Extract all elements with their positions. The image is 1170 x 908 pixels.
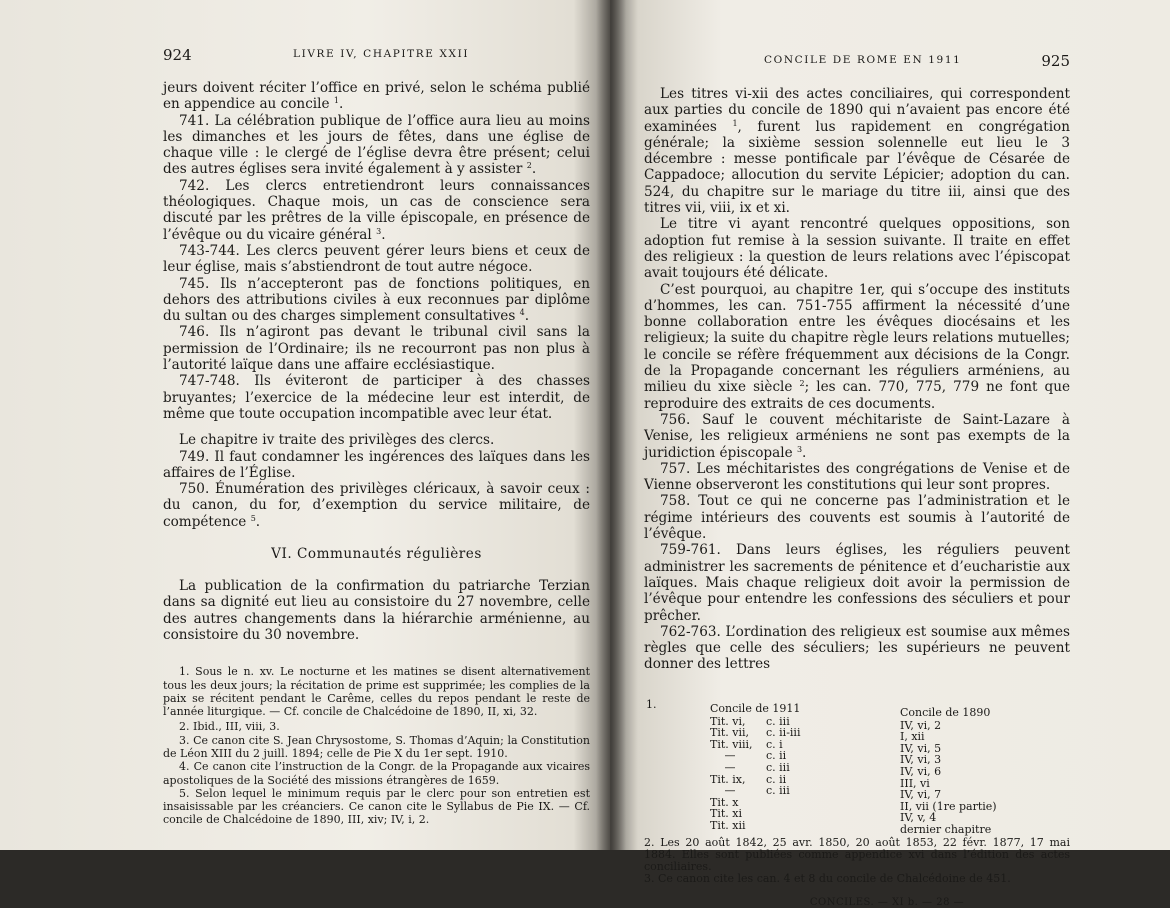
table-column-1911 — [710, 703, 800, 832]
footnote: 2. Ibid., III, viii, 3. — [179, 720, 280, 734]
table-cell: II, vii (1re partie) — [900, 799, 997, 813]
table-row: — c. ii — [724, 749, 787, 763]
paragraph: jeurs doivent réciter l’office en privé, selon le schéma publié en appendice au concile $^1$. — [163, 80, 590, 113]
paragraph: Les titres vi-xii des actes conciliaires, qui correspondent aux parties du concile de 1890 qui n’avaient pas encore été examinées $^1$, furent lus rapidement en congrégation générale; la sixième session solennelle eut lieu le 3 décembre : messe pontificale par l’évêque de Césarée de Cappadoce; allocution du servite Lépicier; adoption du can. 524, du chapitre sur le mariage du titre iii, ainsi que des titres vii, viii, ix et xi. — [644, 86, 1070, 217]
table-row: — c. iii — [724, 761, 790, 775]
footnote: 2. Les 20 août 1842, 25 avr. 1850, 20 août 1853, 22 févr. 1877, 17 mai 1884. Elles sont publiées comme appendice xvi dans l’édition des actes conciliaires. — [644, 835, 1070, 873]
concordance-table — [644, 699, 1070, 837]
paragraph: 746. Ils n’agiront pas devant le tribunal civil sans la permission de l’Ordinaire; ils ne recourront pas non plus à l’autorité laïque dans une affaire ecclésiastique. — [163, 324, 590, 374]
left-page — [0, 0, 610, 850]
page-number: 924 — [163, 46, 192, 64]
page-number: 925 — [1041, 52, 1070, 70]
table-row: Tit. viii, c. i — [710, 737, 783, 751]
left-running-head — [163, 46, 590, 70]
table-cell: dernier chapitre — [900, 823, 992, 837]
table-cell: IV, vi, 3 — [900, 753, 942, 767]
paragraph: 743-744. Les clercs peuvent gérer leurs biens et ceux de leur église, mais s’abstiendront de tout autre négoce. — [163, 242, 590, 276]
paragraph: Le chapitre iv traite des privilèges des clercs. — [179, 432, 495, 449]
paragraph: 747-748. Ils éviteront de participer à des chasses bruyantes; l’exercice de la médecine leur est interdit, de même que toute occupation incompatible avec leur état. — [163, 373, 590, 422]
paragraph: 745. Ils n’accepteront pas de fonctions politiques, en dehors des attributions civiles à eux reconnues par diplôme du sultan ou des charges simplement consultatives $^4$. — [163, 275, 590, 325]
table-cell: I, xii — [900, 730, 925, 744]
table-row: — c. iii — [724, 784, 790, 798]
paragraph: La publication de la confirmation du patriarche Terzian dans sa dignité eut lieu au consistoire du 27 novembre, celle des autres changements dans la hiérarchie arménienne, au consistoire du 30 novembre. — [163, 578, 590, 643]
table-cell: IV, v, 4 — [900, 811, 937, 825]
footnote: 3. Ce canon cite S. Jean Chrysostome, S. Thomas d’Aquin; la Constitution de Léon XIII du 2 juill. 1894; celle de Pie X du 1er sept. 1910. — [163, 733, 590, 760]
paragraph: 750. Énumération des privilèges cléricaux, à savoir ceux : du canon, du for, d’exemption du service militaire, de compétence $^5$. — [163, 481, 590, 530]
paragraph: 758. Tout ce qui ne concerne pas l’administration et le régime intérieurs des couvents est soumis à l’autorité de l’évêque. — [644, 493, 1070, 543]
footnote: 5. Selon lequel le minimum requis par le clerc pour son entretien est insaisissable par les créanciers. Ce canon cite le Syllabus de Pie IX. — Cf. concile de Chalcédoine de 1890, III, xiv; IV, i, 2. — [163, 786, 590, 827]
table-row: Tit. xi — [710, 807, 742, 821]
table-row: Tit. vi, c. iii — [710, 714, 790, 728]
table-row: Tit. x — [710, 795, 739, 809]
table-row: Tit. xii — [710, 819, 746, 833]
paragraph: 762-763. L’ordination des religieux est soumise aux mêmes règles que celle des séculiers; les supérieurs ne peuvent donner des lettres — [644, 623, 1070, 673]
paragraph: C’est pourquoi, au chapitre 1er, qui s’occupe des instituts d’hommes, les can. 751-755 affirment la nécessité d’une bonne collaboration entre les évêques diocésains et les religieux; la suite du chapitre règle leurs relations mutuelles; le concile se réfère fréquemment aux décisions de la Congr. de la Propagande concernant les réguliers arméniens, au milieu du xixe siècle $^2$; les can. 770, 775, 779 ne font que reproduire des extraits de ces documents. — [644, 281, 1070, 412]
table-cell: IV, vi, 6 — [900, 765, 942, 779]
footnote-number: 1. — [646, 697, 657, 711]
paragraph: 741. La célébration publique de l’office aura lieu au moins les dimanches et les jours de fêtes, dans une église de chaque ville : le clergé de l’église devra être présent; celui des autres églises sera invité également à y assister $^2$. — [163, 112, 590, 178]
left-footnotes — [163, 665, 590, 827]
left-body-text — [163, 80, 590, 827]
table-cell: IV, vi, 2 — [900, 718, 942, 732]
paragraph: 757. Les méchitaristes des congrégations de Venise et de Vienne observeront les constitutions qui leur sont propres. — [644, 460, 1070, 494]
section-title: VI. Communautés régulières — [271, 546, 482, 563]
table-column-1890 — [900, 707, 997, 836]
table-cell: III, vi — [900, 776, 930, 790]
right-footnotes — [644, 837, 1070, 885]
table-row: Tit. ix, c. ii — [710, 772, 787, 786]
signature-mark: CONCILES. — XI b. — 28 — — [809, 896, 965, 908]
right-body-text — [644, 86, 1070, 908]
running-title: CONCILE DE ROME EN 1911 — [764, 54, 962, 66]
table-cell: IV, vi, 5 — [900, 741, 942, 755]
paragraph: 759-761. Dans leurs églises, les réguliers peuvent administrer les sacrements de pénitence et d’eucharistie aux laïques. Mais chaque religieux doit avoir la permission de l’évêque pour entendre les confessions des séculiers et pour prêcher. — [644, 542, 1070, 624]
footnote: 1. Sous le n. xv. Le nocturne et les matines se disent alternativement tous les deux jours; la récitation de prime est supprimée; les complies de la paix se récitent pendant le Carême, celles du repos pendant le reste de l’année liturgique. — Cf. concile de Chalcédoine de 1890, II, xi, 32. — [163, 665, 590, 719]
running-title: LIVRE IV, CHAPITRE XXII — [293, 48, 470, 60]
table-cell: IV, vi, 7 — [900, 788, 942, 802]
paragraph: Le titre vi ayant rencontré quelques oppositions, son adoption fut remise à la session suivante. Il traite en effet des religieux : la question de leurs relations avec l’épiscopat avait toujours été délicate. — [644, 216, 1070, 282]
column-header: Concile de 1890 — [900, 705, 991, 719]
paragraph: 756. Sauf le couvent méchitariste de Saint-Lazare à Venise, les religieux arméniens ne sont pas exempts de la juridiction épiscopale $^3$. — [644, 411, 1070, 461]
book-gutter-shadow — [596, 0, 626, 850]
right-running-head — [644, 52, 1070, 76]
table-row: Tit. vii, c. ii-iii — [710, 726, 801, 740]
paragraph: 742. Les clercs entretiendront leurs connaissances théologiques. Chaque mois, un cas de conscience sera discuté par les prêtres de la ville épiscopale, en présence de l’évêque ou du vicaire général $^3$. — [163, 177, 590, 243]
footnote: 3. Ce canon cite les can. 4 et 8 du concile de Chalcédoine de 451. — [644, 871, 1011, 885]
footnote: 4. Ce canon cite l’instruction de la Congr. de la Propagande aux vicaires apostoliques de la Société des missions étrangères de 1659. — [163, 760, 590, 787]
right-page — [610, 0, 1170, 908]
paragraph: 749. Il faut condamner les ingérences des laïques dans les affaires de l’Église. — [163, 448, 590, 481]
column-header: Concile de 1911 — [710, 701, 801, 715]
